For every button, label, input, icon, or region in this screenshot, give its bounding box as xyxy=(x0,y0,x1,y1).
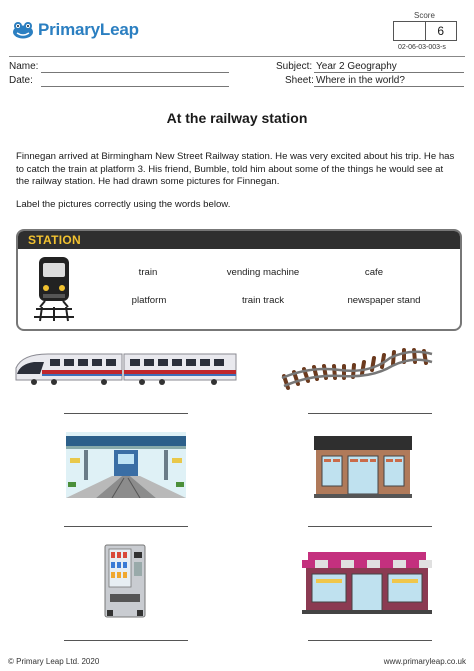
story-paragraph: Finnegan arrived at Birmingham New Street Railway station. He was very excited about his trip. He has to catch the train at platform 3. His friend, Bumble, told him about some of the things he would see at the railway station. He had drawn some pictures for Finnegan. xyxy=(16,151,455,188)
word-vending-machine: vending machine xyxy=(226,267,300,278)
answer-line-platform[interactable] xyxy=(64,526,188,527)
platform-picture-icon xyxy=(66,432,186,498)
sheet-label: Sheet: xyxy=(285,75,314,86)
word-train: train xyxy=(138,267,158,278)
header-divider xyxy=(9,56,465,57)
answer-line-vending-machine[interactable] xyxy=(64,640,188,641)
train-track-picture-icon xyxy=(280,346,434,392)
word-newspaper-stand: newspaper stand xyxy=(347,295,421,306)
date-label: Date: xyxy=(9,75,33,86)
score-empty-cell xyxy=(394,22,425,40)
station-title: STATION xyxy=(28,233,81,247)
score-label: Score xyxy=(414,11,435,20)
word-platform: platform xyxy=(131,295,167,306)
worksheet-code: 02-06-03-003-s xyxy=(398,44,446,51)
frog-logo-icon xyxy=(12,21,34,39)
station-word-box xyxy=(16,229,462,331)
worksheet-title: At the railway station xyxy=(166,110,308,126)
station-header-bar xyxy=(18,231,460,249)
answer-line-cafe[interactable] xyxy=(308,640,432,641)
primaryleap-logo xyxy=(12,20,139,40)
subject-underline xyxy=(314,72,464,73)
word-cafe: cafe xyxy=(364,267,384,278)
score-box xyxy=(393,21,457,41)
subject-label: Subject: xyxy=(276,61,313,72)
newspaper-stand-picture-icon xyxy=(314,436,412,498)
score-value: 6 xyxy=(425,22,457,40)
name-field[interactable] xyxy=(41,72,229,73)
answer-line-newspaper-stand[interactable] xyxy=(308,526,432,527)
footer-copyright: © Primary Leap Ltd. 2020 xyxy=(8,657,100,666)
word-train-track: train track xyxy=(241,295,285,306)
subject-value: Year 2 Geography xyxy=(316,61,397,72)
name-label: Name: xyxy=(9,61,39,72)
train-front-icon xyxy=(34,255,74,323)
answer-line-train[interactable] xyxy=(64,413,188,414)
brand-name: PrimaryLeap xyxy=(38,20,139,39)
answer-line-train-track[interactable] xyxy=(308,413,432,414)
sheet-value: Where in the world? xyxy=(316,75,405,86)
instruction-text: Label the pictures correctly using the words below. xyxy=(16,199,231,210)
vending-machine-picture-icon xyxy=(104,544,146,618)
train-picture-icon xyxy=(14,350,238,386)
date-field[interactable] xyxy=(41,86,229,87)
cafe-picture-icon xyxy=(302,552,432,614)
sheet-underline xyxy=(314,86,464,87)
footer-url[interactable]: www.primaryleap.co.uk xyxy=(383,657,466,666)
